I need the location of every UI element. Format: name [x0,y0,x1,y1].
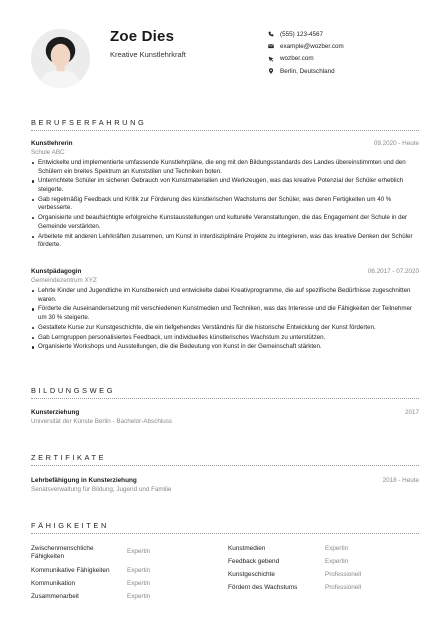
profile-photo [31,29,90,88]
certificate-entry [31,477,419,493]
contact-location [268,65,428,77]
contact-email-text: example@wozber.com [280,42,344,50]
skill-level: Expertin [127,567,151,574]
skill-name: Zwischenmenschliche Fähigkeiten [31,545,94,561]
bullet-item: Arbeitete mit anderen Lehrkräften zusammen, um Kunst in interdisziplinäre Projekte zu integrieren, was das kreative Denken der Schüler förderte. [31,233,419,250]
contact-website-text: wozber.com [280,55,314,63]
job-employer: Schule ABC [31,149,65,156]
job-title: Kunstpädagogin [31,268,82,275]
bullet-item: Organisierte Workshops und Ausstellungen, die die Bedeutung von Kunst in der Gemeinschaft stärkten. [31,343,419,352]
certificate-date: 2018 - Heute [382,477,419,484]
section-experience [31,118,419,351]
skill-name: Kommunikative Fähigkeiten [31,567,110,574]
section-education [31,386,419,425]
phone-icon [268,31,280,37]
bullet-item: Gab regelmäßig Feedback und Kritik zur Förderung des künstlerischen Wachstums der Schüler, was deren Fertigkeiten um 40 % verbesserte. [31,196,419,213]
link-icon [268,56,280,62]
job-bullets [31,287,419,352]
bullet-item: Gestaltete Kurse zur Kunstgeschichte, die ein tiefgehendes Verständnis für die historische Entwicklung der Kunst förderten. [31,324,419,333]
section-divider [31,465,419,466]
skill-level: Professionell [325,571,362,578]
email-icon [268,43,280,49]
bullet-item: Gab Lerngruppen personalisiertes Feedback, um individuelles künstlerisches Wachstum zu unterstützen. [31,334,419,343]
candidate-role: Kreative Kunstlehrkraft [110,50,186,59]
section-divider [31,398,419,399]
contact-location-text: Berlin, Deutschland [280,67,335,75]
job-employer: Gemeindezentrum XYZ [31,277,97,284]
job-date: 09.2020 - Heute [373,140,419,147]
location-pin-icon [268,68,280,74]
job-bullets [31,159,419,250]
skill-name: Feedback gebend [228,558,280,565]
skill-level: Expertin [127,593,151,600]
experience-entry [31,140,419,251]
skill-level: Expertin [325,558,349,565]
job-title: Kunstlehrerin [31,140,73,147]
certificate-issuer: Senatsverwaltung für Bildung, Jugend und Familie [31,486,172,493]
section-title: ZERTIFIKATE [31,453,107,462]
skill-name: Fördern des Wachstums [228,584,298,591]
experience-entry [31,268,419,353]
section-divider [31,130,419,131]
candidate-name: Zoe Dies [110,28,175,45]
section-title: BILDUNGSWEG [31,386,116,395]
section-certificates [31,453,419,493]
contact-list [268,28,428,77]
bullet-item: Entwickelte und implementierte umfassende Kunstlehrpläne, die eng mit den Bildungsstandards des Landes übereinstimmten und den Schülern ein breites Spektrum an Kunststilen und Techniken boten. [31,159,419,176]
section-skills [31,521,419,600]
skill-level: Expertin [325,545,349,552]
degree-date: 2017 [404,409,419,416]
skill-level: Expertin [127,580,151,587]
contact-email [268,40,428,52]
job-date: 06.2017 - 07.2020 [367,268,419,275]
skill-name: Zusammenarbeit [31,593,79,600]
certificate-title: Lehrbefähigung in Kunsterziehung [31,477,137,484]
section-title: FÄHIGKEITEN [31,521,109,530]
education-entry [31,409,419,425]
skill-name: Kunstgeschichte [228,571,275,578]
skill-name: Kunstmedien [228,545,266,552]
contact-phone [268,28,428,40]
degree-institution: Universität der Künste Berlin - Bachelor-Abschluss [31,418,173,425]
degree-title: Kunsterziehung [31,409,80,416]
contact-phone-text: (555) 123-4567 [280,30,324,38]
section-title: BERUFSERFAHRUNG [31,118,147,127]
bullet-item: Unterrichtete Schüler im sicheren Gebrauch von Kunstmaterialien und Werkzeugen, was das kreative Potenzial der Schüler erheblich steigerte. [31,177,419,194]
skill-level: Professionell [325,584,362,591]
bullet-item: Förderte die Auseinandersetzung mit verschiedenen Kunstmedien und Techniken, was das Interesse und die Fähigkeiten der Teilnehmer um 30 % steigerte. [31,305,419,322]
bullet-item: Lehrte Kinder und Jugendliche im Kunstbereich und entwickelte dabei Kreativprogramme, die auf spezifische Bedürfnisse zugeschnitten waren. [31,287,419,304]
bullet-item: Organisierte und beaufsichtigte erfolgreiche Kunstausstellungen und kulturelle Veranstaltungen, die das Engagement der Schule in der Gemeinde verstärkten. [31,214,419,231]
avatar [31,29,90,88]
contact-website [268,53,428,65]
skill-level: Expertin [127,548,151,555]
skill-name: Kommunikation [31,580,76,587]
section-divider [31,533,419,534]
